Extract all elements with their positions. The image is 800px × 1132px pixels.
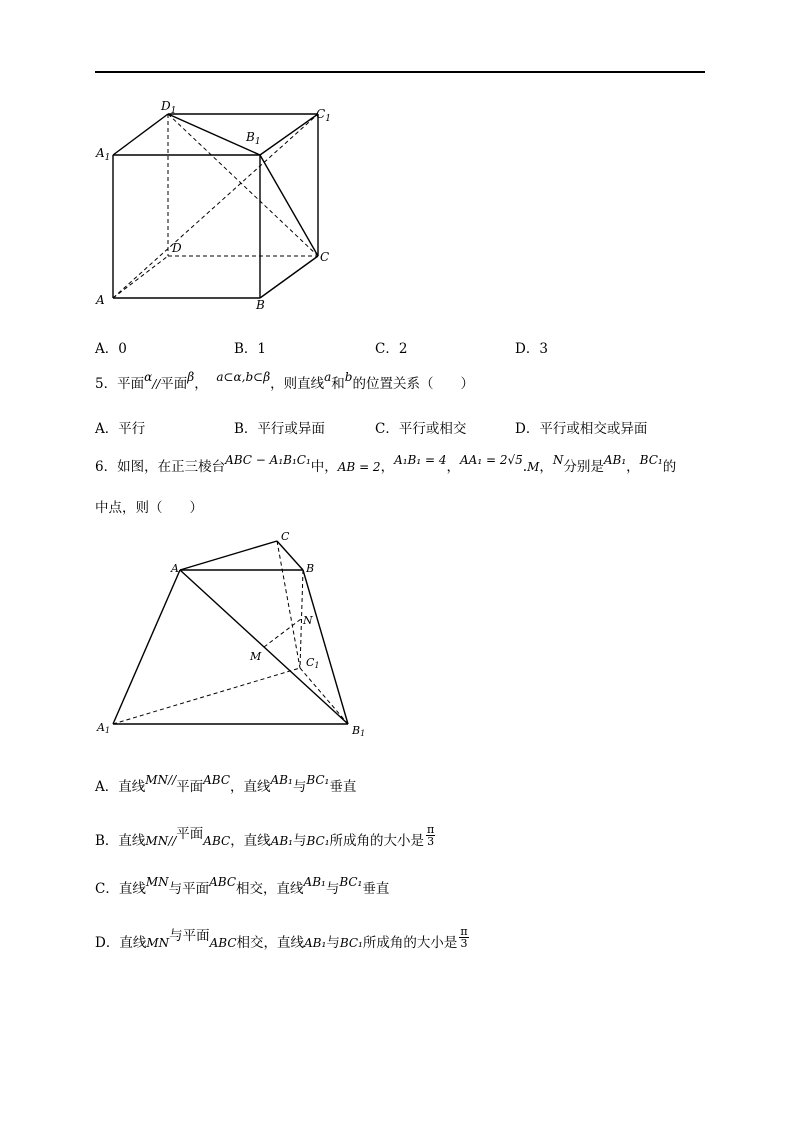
fraction-pi-over-3: $\frac{\pi}{3}$: [460, 925, 468, 950]
q5-choice-a: A．平行: [95, 421, 146, 437]
edge-cb: [277, 541, 303, 570]
label-c1: C1: [306, 656, 320, 670]
q4-choice-d: D．3: [515, 341, 548, 357]
label-b1: B1: [352, 724, 366, 738]
label-d1: $D_1$: [161, 99, 177, 116]
q5-choice-d: D．平行或相交或异面: [515, 421, 648, 437]
fraction-pi-over-3: $\frac{\pi}{3}$: [427, 823, 435, 848]
q5-stem: 5．平面α//平面β， a⊂α,b⊂β，则直线a和b的位置关系（ ）: [95, 370, 474, 392]
label-n: N: [303, 614, 313, 627]
label-a1: A1: [97, 721, 111, 735]
label-b: B: [256, 298, 265, 312]
label-m: M: [250, 650, 262, 663]
edge-d1c: [168, 114, 318, 256]
label-b1: $B_1$: [246, 130, 261, 147]
edge-a1d1: [113, 114, 168, 155]
label-c1: $C_1$: [316, 107, 331, 124]
edge-ac: [180, 541, 277, 570]
edge-bb1: [303, 570, 348, 724]
cube-figure: [90, 92, 350, 320]
label-c: C: [281, 530, 290, 543]
edge-b1c1: [260, 114, 318, 155]
label-a1: $A_1$: [96, 146, 111, 163]
q5-choice-b: B．平行或异面: [234, 421, 325, 437]
segment-mn: [264, 619, 301, 647]
label-c: C: [320, 250, 330, 264]
edge-bc: [260, 256, 318, 298]
q6-choice-a: A．直线MN//平面ABC，直线AB₁与BC₁垂直: [95, 773, 357, 795]
label-a: A: [96, 293, 105, 307]
edge-ac1: [113, 114, 318, 298]
edge-c1b1: [300, 668, 348, 724]
frustum-figure: [92, 525, 382, 743]
q4-choice-c: C．2: [375, 341, 408, 357]
label-b: B: [306, 562, 315, 575]
edge-a1c1: [113, 668, 300, 724]
q6-stem: 6．如图，在正三棱台ABC − A₁B₁C₁中，AB = 2，A₁B₁ = 4，AA₁ = 2√5.M，N分别是AB₁，BC₁的: [95, 453, 677, 475]
edge-b1c: [260, 155, 318, 256]
q4-choice-b: B．1: [234, 341, 267, 357]
q4-choice-a: A．0: [95, 341, 127, 357]
q6-choice-b: B．直线MN//平面ABC，直线AB₁与BC₁所成角的大小是 $\frac{\pi}{3}$: [95, 823, 435, 849]
q5-choice-c: C．平行或相交: [375, 421, 467, 437]
edge-aa1: [113, 570, 180, 724]
label-d: D: [172, 241, 182, 255]
label-a: A: [171, 562, 179, 575]
edge-ad: [113, 256, 168, 298]
edge-cc1: [277, 541, 300, 668]
q6-stem-line2: 中点，则（ ）: [95, 500, 203, 516]
q6-choice-c: C．直线MN与平面ABC相交，直线AB₁与BC₁垂直: [95, 875, 390, 897]
q6-choice-d: D．直线MN与平面ABC相交，直线AB₁与BC₁所成角的大小是 $\frac{\pi}{3}$: [95, 925, 468, 951]
header-rule: [95, 71, 705, 73]
